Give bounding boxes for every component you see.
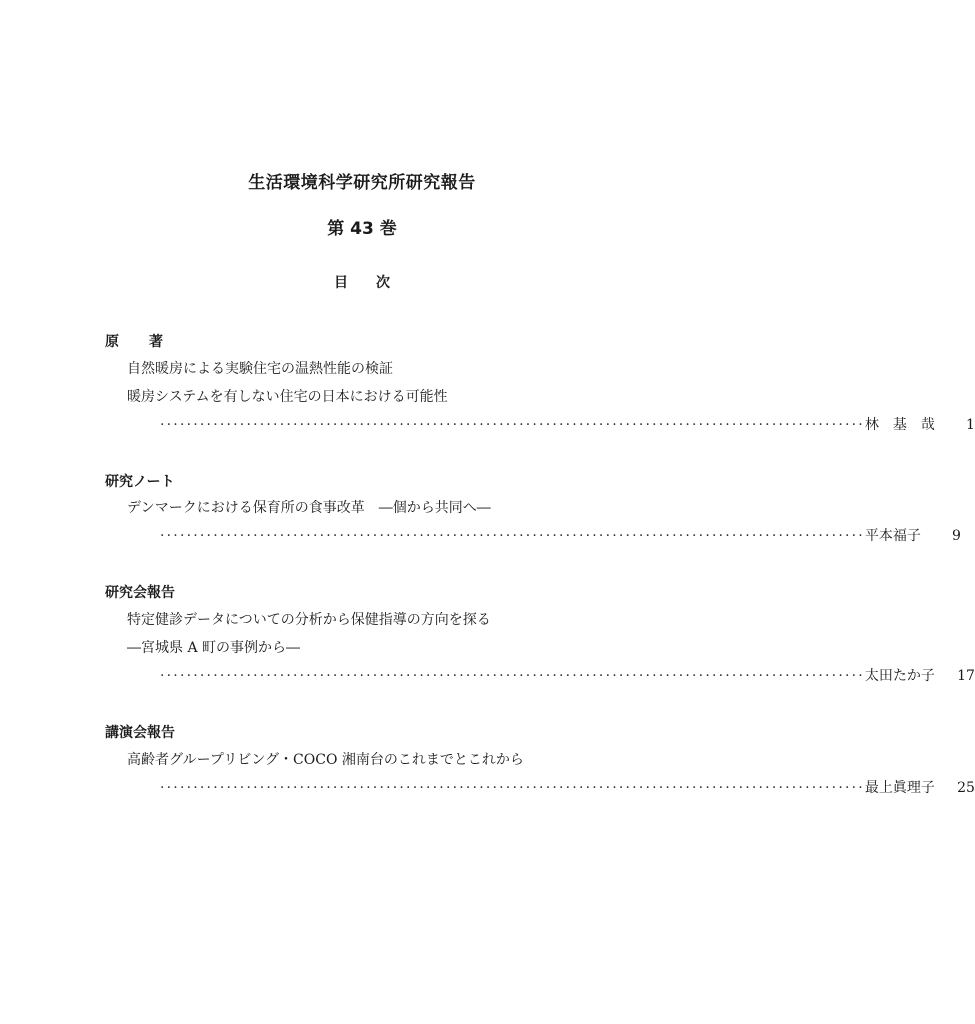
author-name: 太田たか子 (864, 668, 935, 684)
toc-entry-leader (160, 777, 975, 797)
dot-leader: ·········································································································· (160, 417, 865, 433)
toc-entry-leader (160, 414, 975, 434)
author-name: 平本福子 (864, 528, 921, 544)
journal-title: 生活環境科学研究所研究報告 (248, 173, 476, 193)
author-name: 最上眞理子 (864, 780, 935, 796)
page-number: 9 (952, 528, 961, 544)
section-heading-lecture-report: 講演会報告 (105, 725, 175, 741)
dot-leader: ·········································································································· (160, 528, 865, 544)
author-name: 林基哉 (864, 417, 949, 433)
article-title-line: ―宮城県 A 町の事例から― (127, 640, 301, 656)
page-number: 17 (957, 668, 975, 684)
toc-entry-leader (160, 665, 975, 685)
article-title-line: 高齢者グループリビング・COCO 湘南台のこれまでとこれから (127, 752, 524, 768)
page-number: 1 (966, 417, 975, 433)
contents-heading: 目次 (334, 275, 418, 291)
volume-number: 第 43 巻 (327, 219, 397, 239)
dot-leader: ·········································································································· (160, 780, 865, 796)
dot-leader: ·········································································································· (160, 668, 865, 684)
toc-entry-leader (160, 525, 961, 545)
article-title-line: 特定健診データについての分析から保健指導の方向を探る (127, 612, 491, 628)
section-heading-workshop-report: 研究会報告 (105, 585, 175, 601)
article-title-line: 暖房システムを有しない住宅の日本における可能性 (127, 389, 448, 405)
section-heading-research-note: 研究ノート (105, 474, 175, 490)
article-title-line: 自然暖房による実験住宅の温熱性能の検証 (127, 361, 393, 377)
article-title-line: デンマークにおける保育所の食事改革 ―個から共同へ― (127, 500, 491, 516)
section-heading-original-papers: 原著 (105, 334, 193, 350)
page-number: 25 (957, 780, 975, 796)
